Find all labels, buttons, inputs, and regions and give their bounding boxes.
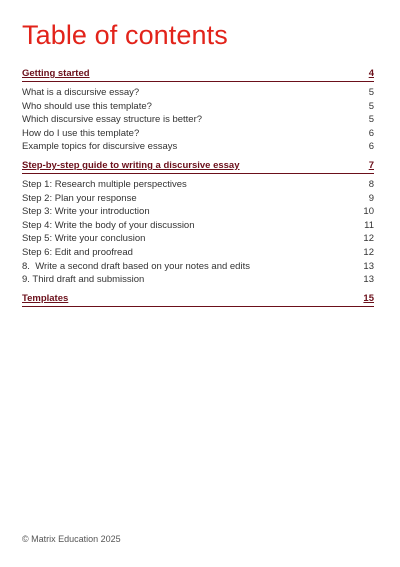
toc-entry-label: Step 1: Research multiple perspectives bbox=[22, 178, 187, 190]
toc-entry[interactable] bbox=[22, 192, 374, 206]
toc-entry-label: Step 5: Write your conclusion bbox=[22, 233, 146, 245]
toc-section-step-by-step-guide bbox=[22, 160, 374, 287]
toc-entry[interactable] bbox=[22, 86, 374, 100]
toc-section-label: Step-by-step guide to writing a discursive essay bbox=[22, 159, 240, 171]
toc-entry-label: Which discursive essay structure is better? bbox=[22, 114, 203, 126]
toc-entry-label: Example topics for discursive essays bbox=[22, 141, 178, 153]
toc-entry-page: 10 bbox=[363, 206, 374, 218]
toc-entry-page: 6 bbox=[368, 141, 374, 153]
toc-section-templates bbox=[22, 293, 374, 307]
toc-entry-page: 5 bbox=[368, 100, 374, 112]
toc-section-label: Templates bbox=[22, 292, 69, 304]
toc-section-heading[interactable] bbox=[22, 293, 374, 307]
toc-entry[interactable] bbox=[22, 140, 374, 154]
toc-section-heading[interactable] bbox=[22, 160, 374, 174]
toc-entry[interactable] bbox=[22, 232, 374, 246]
toc-entry[interactable] bbox=[22, 178, 374, 192]
toc-entry-page: 6 bbox=[368, 127, 374, 139]
toc-entry-page: 12 bbox=[363, 246, 374, 258]
toc-section-page: 15 bbox=[363, 292, 374, 304]
page-title: Table of contents bbox=[22, 20, 228, 50]
toc-entry-page: 12 bbox=[363, 233, 374, 245]
toc-entry-page: 11 bbox=[364, 219, 374, 231]
toc-section-page: 4 bbox=[368, 68, 374, 79]
toc-entry-page: 5 bbox=[368, 87, 374, 98]
toc-section-getting-started bbox=[22, 68, 374, 154]
toc-section-label: Getting started bbox=[22, 68, 90, 79]
toc-entry-page: 13 bbox=[363, 260, 374, 272]
toc-entry-label: Step 2: Plan your response bbox=[22, 192, 137, 204]
toc-entry[interactable] bbox=[22, 273, 374, 287]
toc-entry-page: 8 bbox=[368, 178, 374, 190]
toc-entry[interactable] bbox=[22, 246, 374, 260]
toc-entry[interactable] bbox=[22, 219, 374, 233]
toc-entry-label: What is a discursive essay? bbox=[22, 87, 140, 98]
toc-entry[interactable] bbox=[22, 100, 374, 114]
toc-entry-page: 9 bbox=[368, 192, 374, 204]
toc-entry-label: How do I use this template? bbox=[22, 127, 140, 139]
toc-entry-label: 8. Write a second draft based on your notes and edits bbox=[22, 260, 250, 272]
table-of-contents bbox=[22, 68, 374, 313]
toc-entry-label: 9. Third draft and submission bbox=[22, 274, 145, 286]
toc-entry-label: Step 6: Edit and proofread bbox=[22, 246, 133, 258]
toc-entry[interactable] bbox=[22, 127, 374, 141]
toc-section-page: 7 bbox=[368, 159, 374, 171]
toc-entry[interactable] bbox=[22, 260, 374, 274]
toc-entry[interactable] bbox=[22, 205, 374, 219]
toc-entry-label: Step 3: Write your introduction bbox=[22, 206, 150, 218]
toc-entry-label: Step 4: Write the body of your discussion bbox=[22, 219, 195, 231]
toc-entry[interactable] bbox=[22, 113, 374, 127]
copyright-footer: © Matrix Education 2025 bbox=[22, 534, 121, 544]
toc-section-heading[interactable] bbox=[22, 68, 374, 82]
toc-entry-page: 13 bbox=[363, 274, 374, 286]
toc-entry-page: 5 bbox=[368, 114, 374, 126]
toc-entry-label: Who should use this template? bbox=[22, 100, 152, 112]
